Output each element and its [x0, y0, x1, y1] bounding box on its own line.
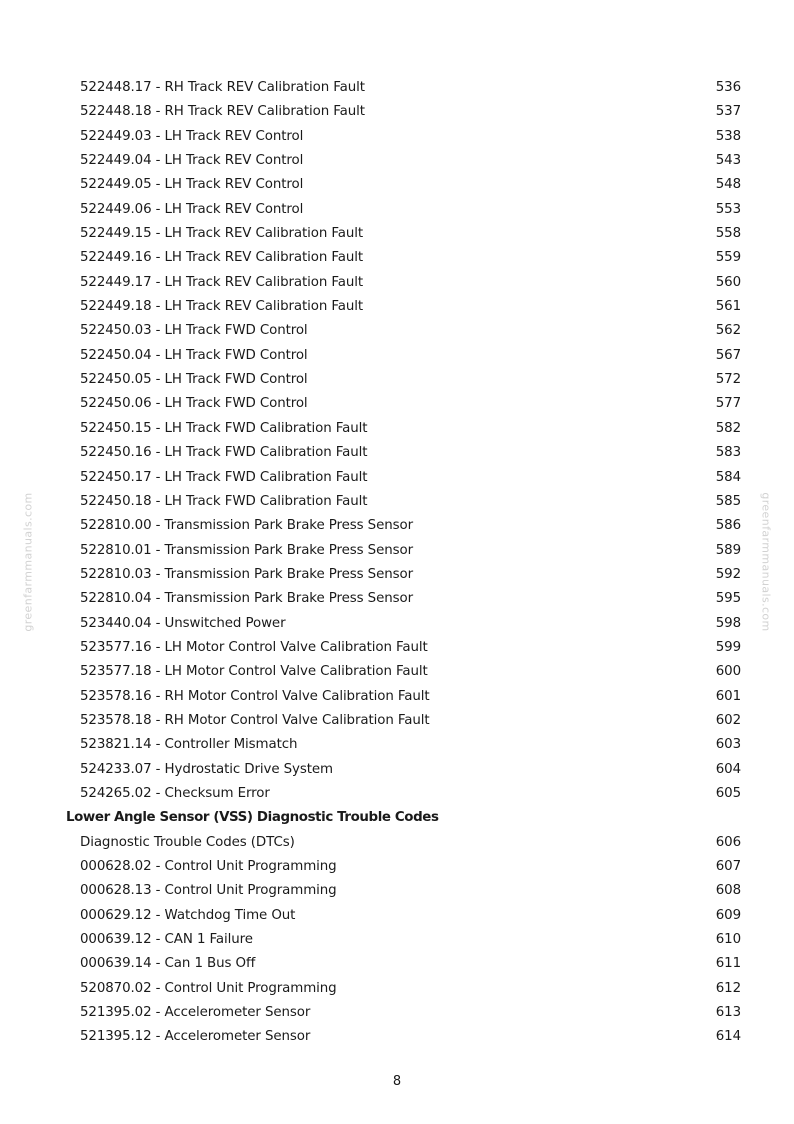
- toc-entry-title: 522810.04 - Transmission Park Brake Press Sensor: [80, 591, 413, 607]
- toc-entry-page: 543: [715, 153, 741, 169]
- toc-entry-title: 523578.18 - RH Motor Control Valve Calibration Fault: [80, 712, 430, 728]
- toc-entry-page: 548: [715, 177, 741, 193]
- toc-entry[interactable]: [0, 685, 794, 709]
- toc-entry-page: 558: [715, 226, 741, 242]
- toc-entry[interactable]: [0, 831, 794, 855]
- toc-entry[interactable]: [0, 76, 794, 100]
- toc-entry-title: 521395.12 - Accelerometer Sensor: [80, 1029, 311, 1045]
- toc-entry-page: 602: [715, 712, 741, 728]
- toc-entry-page: 536: [715, 80, 741, 95]
- toc-entry-page: 605: [715, 785, 741, 801]
- toc-entry-page: 609: [715, 907, 741, 923]
- toc-entry-title: 522450.04 - LH Track FWD Control: [80, 347, 308, 363]
- toc-entry-title: 000628.02 - Control Unit Programming: [80, 859, 337, 874]
- toc-entry[interactable]: [0, 295, 794, 319]
- toc-entry-page: 610: [715, 932, 741, 948]
- toc-entry[interactable]: [0, 904, 794, 928]
- toc-entry-title: 522810.00 - Transmission Park Brake Press Sensor: [80, 518, 413, 534]
- toc-entry-title: 522450.05 - LH Track FWD Control: [80, 372, 308, 388]
- toc-entry-title: 000639.14 - Can 1 Bus Off: [80, 956, 256, 972]
- toc-entry[interactable]: [0, 563, 794, 587]
- toc-entry[interactable]: [0, 392, 794, 416]
- toc-entry-title: 000629.12 - Watchdog Time Out: [80, 907, 296, 923]
- toc-entry[interactable]: [0, 709, 794, 733]
- toc-entry-page: 577: [715, 396, 741, 412]
- toc-entry-page: 613: [715, 1005, 741, 1021]
- toc-entry-page: 561: [715, 299, 741, 315]
- toc-entry-page: 585: [715, 493, 741, 509]
- toc-entry[interactable]: [0, 441, 794, 465]
- toc-entry-page: 601: [715, 688, 741, 704]
- toc-entry[interactable]: [0, 173, 794, 197]
- toc-entry-title: 523821.14 - Controller Mismatch: [80, 737, 298, 753]
- toc-entry-page: 538: [715, 128, 741, 144]
- toc-entry[interactable]: [0, 246, 794, 270]
- toc-entry-title: 522449.17 - LH Track REV Calibration Fault: [80, 274, 364, 290]
- toc-entry-title: 520870.02 - Control Unit Programming: [80, 980, 337, 996]
- toc-entry[interactable]: [0, 928, 794, 952]
- toc-entry-title: 523577.18 - LH Motor Control Valve Calibration Fault: [80, 664, 428, 680]
- toc-entry-page: 611: [715, 956, 741, 972]
- toc-entry-title: 522450.18 - LH Track FWD Calibration Fault: [80, 493, 368, 509]
- toc-entry[interactable]: [0, 733, 794, 757]
- toc-entry-title: 000639.12 - CAN 1 Failure: [80, 932, 253, 948]
- toc-entry-title: 522449.05 - LH Track REV Control: [80, 177, 304, 193]
- toc-entry[interactable]: [0, 855, 794, 879]
- toc-entry-page: 537: [715, 104, 741, 120]
- toc-entry-title: Lower Angle Sensor (VSS) Diagnostic Trouble Codes: [66, 810, 439, 826]
- toc-entry[interactable]: [0, 466, 794, 490]
- toc-entry[interactable]: [0, 782, 794, 806]
- toc-entry[interactable]: [0, 125, 794, 149]
- toc-entry[interactable]: [0, 636, 794, 660]
- toc-entry-page: 598: [715, 615, 741, 631]
- toc-entry[interactable]: [0, 952, 794, 976]
- toc-entry-page: 586: [715, 518, 741, 534]
- toc-entry[interactable]: [0, 977, 794, 1001]
- toc-entry-title: 522810.01 - Transmission Park Brake Press Sensor: [80, 542, 413, 558]
- toc-entry-title: 522450.03 - LH Track FWD Control: [80, 323, 308, 339]
- toc-entry-page: 572: [715, 372, 741, 388]
- toc-entry[interactable]: [0, 222, 794, 246]
- toc-entry-title: 522448.18 - RH Track REV Calibration Fault: [80, 104, 365, 120]
- toc-entry[interactable]: [0, 1025, 794, 1049]
- page-number: 8: [392, 1074, 402, 1089]
- toc-entry[interactable]: [0, 368, 794, 392]
- watermark-left: greenfarmmanuals.com: [21, 492, 35, 632]
- toc-entry-page: 562: [715, 323, 741, 339]
- toc-entry-page: 595: [715, 591, 741, 607]
- toc-entry[interactable]: [0, 660, 794, 684]
- toc-entry[interactable]: [0, 514, 794, 538]
- toc-entry[interactable]: [0, 198, 794, 222]
- toc-entry-title: 524233.07 - Hydrostatic Drive System: [80, 761, 333, 777]
- toc-entry-page: 612: [715, 980, 741, 996]
- toc-entry[interactable]: [0, 344, 794, 368]
- toc-entry-title: 522449.03 - LH Track REV Control: [80, 128, 304, 144]
- toc-entry-page: 582: [715, 420, 741, 436]
- toc-entry-title: 000628.13 - Control Unit Programming: [80, 883, 337, 899]
- toc-entry-title: 522450.06 - LH Track FWD Control: [80, 396, 308, 412]
- toc-entry-page: 553: [715, 201, 741, 217]
- toc-entry[interactable]: [0, 758, 794, 782]
- toc-entry-page: 559: [715, 250, 741, 266]
- toc-entry-title: 521395.02 - Accelerometer Sensor: [80, 1005, 311, 1021]
- toc-entry[interactable]: [0, 490, 794, 514]
- section-heading: [0, 806, 794, 830]
- toc-entry-title: 524265.02 - Checksum Error: [80, 785, 270, 801]
- toc-entry-title: 523440.04 - Unswitched Power: [80, 615, 286, 631]
- toc-entry-page: 584: [715, 469, 741, 485]
- toc-entry-page: 614: [715, 1029, 741, 1045]
- toc-entry-title: 522450.16 - LH Track FWD Calibration Fault: [80, 445, 368, 461]
- toc-entry-title: 522449.04 - LH Track REV Control: [80, 153, 304, 169]
- toc-entry-title: 522449.06 - LH Track REV Control: [80, 201, 304, 217]
- toc-entry-page: 607: [715, 859, 741, 874]
- toc-entry[interactable]: [0, 417, 794, 441]
- toc-entry-title: 522450.17 - LH Track FWD Calibration Fault: [80, 469, 368, 485]
- toc-entry-title: Diagnostic Trouble Codes (DTCs): [80, 834, 295, 850]
- toc-entry-page: 608: [715, 883, 741, 899]
- watermark-right: greenfarmmanuals.com: [759, 492, 773, 632]
- toc-entry[interactable]: [0, 100, 794, 124]
- toc-entry[interactable]: [0, 1001, 794, 1025]
- toc-entry-page: 599: [715, 639, 741, 655]
- toc-entry-page: 567: [715, 347, 741, 363]
- toc-entry[interactable]: [0, 271, 794, 295]
- toc-entry[interactable]: [0, 587, 794, 611]
- toc-entry-title: 522450.15 - LH Track FWD Calibration Fault: [80, 420, 368, 436]
- toc-entry-title: 522448.17 - RH Track REV Calibration Fault: [80, 80, 365, 95]
- toc-entry-page: 560: [715, 274, 741, 290]
- toc-entry[interactable]: [0, 539, 794, 563]
- toc-entry-page: 592: [715, 566, 741, 582]
- toc-entry[interactable]: [0, 319, 794, 343]
- toc-entry[interactable]: [0, 149, 794, 173]
- toc-entry-title: 523577.16 - LH Motor Control Valve Calibration Fault: [80, 639, 428, 655]
- toc-entry[interactable]: [0, 612, 794, 636]
- toc-entry-title: 522449.15 - LH Track REV Calibration Fault: [80, 226, 364, 242]
- toc-entry[interactable]: [0, 879, 794, 903]
- toc-entry-page: 604: [715, 761, 741, 777]
- toc-entry-title: 522810.03 - Transmission Park Brake Press Sensor: [80, 566, 413, 582]
- toc-entry-page: 583: [715, 445, 741, 461]
- toc-entry-title: 522449.16 - LH Track REV Calibration Fault: [80, 250, 364, 266]
- toc-entry-title: 523578.16 - RH Motor Control Valve Calibration Fault: [80, 688, 430, 704]
- table-of-contents: [0, 76, 794, 1050]
- toc-entry-page: 589: [715, 542, 741, 558]
- toc-entry-page: 603: [715, 737, 741, 753]
- toc-entry-page: 600: [715, 664, 741, 680]
- toc-entry-title: 522449.18 - LH Track REV Calibration Fault: [80, 299, 364, 315]
- toc-entry-page: 606: [715, 834, 741, 850]
